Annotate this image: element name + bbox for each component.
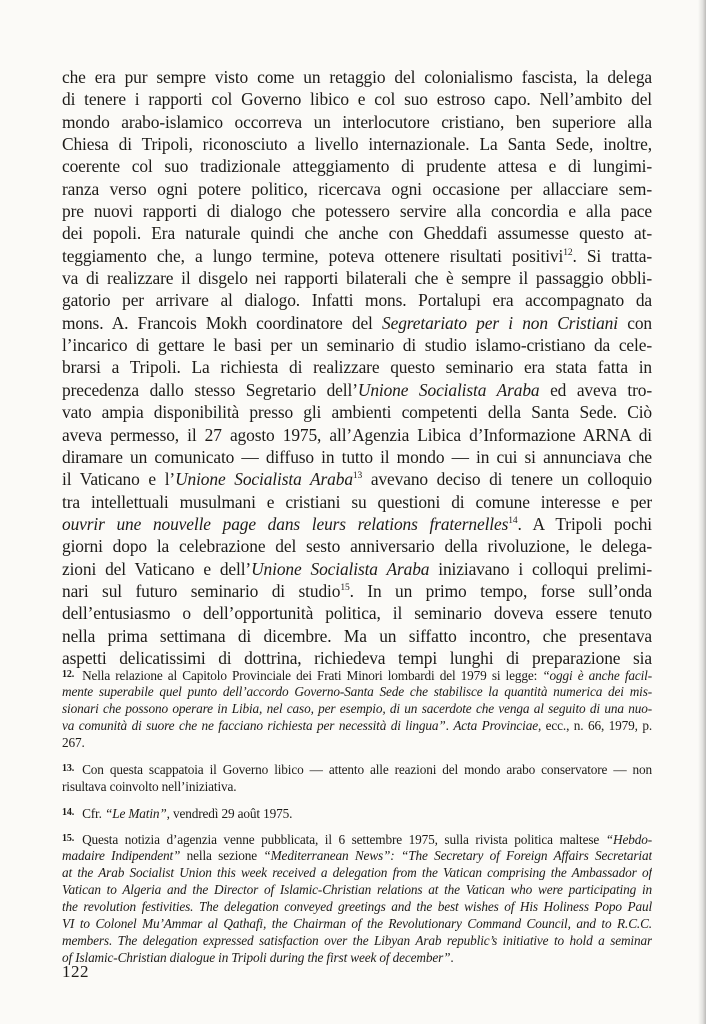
body-text-line (62, 513, 652, 535)
text-run: ed aveva tro- (539, 379, 652, 400)
page-number: 122 (62, 962, 89, 981)
text-run: coerente col suo tradizionale atteggiamento di prudente attesa e di lungimi- (62, 156, 652, 177)
text-run: Cfr. (82, 805, 105, 821)
italic-text-run: va comunità di suore che ne facciano richiesta per necessità di lingua” (62, 718, 446, 734)
footnote-line (62, 700, 652, 717)
footnote-line (62, 830, 652, 847)
footnote-line (62, 666, 652, 683)
text-run: , ecc., n. 66, 1979, p. (537, 718, 652, 734)
italic-text-run: Unione Socialista Araba (251, 558, 430, 579)
body-text-line (62, 133, 652, 155)
text-run: aspetti delicatissimi di dottrina, richiedeva tempi lunghi di preparazione sia (62, 647, 652, 668)
text-run: brarsi a Tripoli. La richiesta di realizzare questo seminario era stata fatta in (62, 357, 652, 378)
body-text-line (62, 356, 652, 378)
text-run: Chiesa di Tripoli, riconosciuto a livello internazionale. La Santa Sede, inoltre, (62, 134, 652, 155)
page-edge-shadow (698, 0, 706, 1024)
body-text-line (62, 111, 652, 133)
text-run: , vendredì 29 août 1975. (166, 805, 293, 821)
text-run: Nella relazione al Capitolo Provinciale dei Frati Minori lombardi del 1979 si legge: (82, 668, 543, 683)
italic-text-run: madaire Indipendent” (62, 847, 181, 863)
footnote-reference: 14 (508, 515, 518, 526)
text-run: dell’entusiasmo o dell’opportunità politica, il seminario doveva essere tenuto (62, 603, 652, 624)
italic-text-run: the revolution festivities. The delegation conveyed greetings and the best wishes of His Holiness Popo Paul (62, 899, 652, 915)
text-run: vato ampia disponibilità presso gli ambienti competenti della Santa Sede. Ciò (62, 402, 652, 423)
italic-text-run: members. The delegation expressed satisfaction over the Libyan Arab republic’s initiative to hold a seminar (62, 933, 652, 949)
body-text-line (62, 334, 652, 356)
italic-text-run: “Hebdo- (605, 831, 652, 847)
footnote-number: 12. (62, 669, 75, 680)
text-run: aveva permesso, il 27 agosto 1975, all’Agenzia Libica d’Informazione ARNA di (62, 424, 652, 445)
footnote-line (62, 760, 652, 777)
text-run: ranza verso ogni potere politico, ricercava ogni occasione per allacciare sem- (62, 178, 652, 199)
text-run: . A Tripoli pochi (517, 513, 652, 534)
text-run: Con questa scappatoia il Governo libico — attento alle reazioni del mondo arabo conservatore — non (82, 762, 652, 778)
body-text-line (62, 267, 652, 289)
body-text-line (62, 535, 652, 557)
text-run: pre nuovi rapporti di dialogo che potessero servire alla concordia e alla pace (62, 201, 652, 222)
footnote-number: 14. (62, 806, 75, 818)
footnote-line (62, 734, 652, 751)
text-run: l’incarico di gettare le basi per un seminario di studio islamo-cristiano da cele- (62, 335, 652, 356)
footnote-reference: 15 (340, 582, 350, 593)
body-text-line (62, 155, 652, 177)
italic-text-run: mente superabile quel punto dell’accordo Governo-Santa Sede che stabilisce la quantità numerica dei mis- (62, 684, 652, 700)
text-run: . In un primo tempo, forse sull’onda (349, 580, 652, 601)
footnote-reference: 13 (352, 471, 363, 482)
italic-text-run: Vatican to Algeria and the Director of Islamic-Christian relations at the Vatican who were participating in (62, 882, 652, 898)
footnote-number: 15. (62, 832, 75, 844)
text-run: tra intellettuali musulmani e cristiani su questioni di comune interesse e per (62, 491, 652, 512)
text-run: gatorio per arrivare al dialogo. Infatti mons. Portalupi era accompagnato da (62, 290, 652, 311)
italic-text-run: Unione Socialista Araba (357, 379, 540, 400)
italic-text-run: “oggi è anche facil- (542, 668, 652, 683)
text-run: nella sezione (180, 847, 264, 863)
footnote-line (62, 778, 652, 795)
footnote-line (62, 683, 652, 700)
text-run: dei popoli. Era naturale quindi che anche con Gheddafi assumesse questo at- (62, 223, 652, 244)
text-run: che era pur sempre visto come un retaggio del colonialismo fascista, la delega (62, 67, 652, 87)
body-text-line (62, 446, 652, 468)
text-run: . (445, 718, 454, 734)
text-run: iniziavano i colloqui prelimi- (429, 558, 652, 579)
text-run: teggiamento che, a lungo termine, poteva ottenere risultati positivi (62, 245, 564, 266)
body-text-line (62, 468, 652, 490)
footnote (62, 666, 652, 751)
footnote-line (62, 915, 652, 932)
body-text-line (62, 580, 652, 602)
footnote-line (62, 881, 652, 898)
body-text-line (62, 602, 652, 624)
text-run: con (617, 312, 652, 333)
body-text-line (62, 289, 652, 311)
body-text-line (62, 491, 652, 513)
text-run: risultava coinvolto nell’iniziativa. (62, 778, 237, 794)
italic-text-run: Acta Provinciae (453, 718, 538, 734)
text-run: . Si tratta- (572, 245, 652, 266)
text-run: giorni dopo la celebrazione del sesto anniversario della rivoluzione, le delega- (62, 536, 652, 557)
body-text-line (62, 558, 652, 580)
footnote-line (62, 932, 652, 949)
footnote (62, 830, 652, 967)
text-run: avevano deciso di tenere un colloquio (362, 469, 652, 490)
body-text-line (62, 312, 652, 334)
body-text-line (62, 178, 652, 200)
body-text-line (62, 245, 652, 267)
text-run: precedenza dallo stesso Segretario dell’ (62, 379, 358, 400)
footnote-line (62, 898, 652, 915)
text-run: nari sul futuro seminario di studio (62, 580, 341, 601)
italic-text-run: Segretariato per i non Cristiani (382, 312, 618, 333)
body-text-line (62, 379, 652, 401)
body-text-line (62, 88, 652, 110)
footnote-line (62, 864, 652, 881)
body-text-line (62, 401, 652, 423)
italic-text-run: Unione Socialista Araba (175, 469, 353, 490)
italic-text-run: sionari che possono operare in Libia, nel caso, per esempio, di un sacerdote che venga al seguito di una nuo- (62, 701, 652, 717)
italic-text-run: “Mediterranean News”: “The Secretary of Foreign Affairs Secretariat (263, 847, 652, 863)
footnote (62, 760, 652, 794)
footnote (62, 804, 652, 821)
text-run: nella prima settimana di dicembre. Ma un siffatto incontro, che presentava (62, 625, 652, 646)
footnote-line (62, 717, 652, 734)
italic-text-run: ouvrir une nouvelle page dans leurs relations fraternelles (62, 513, 509, 534)
footnote-number: 13. (62, 763, 75, 775)
text-run: 267. (62, 735, 85, 751)
text-run: Questa notizia d’agenzia venne pubblicata, il 6 settembre 1975, sulla rivista politica maltese (82, 831, 606, 847)
body-text-line (62, 625, 652, 647)
body-text-line (62, 66, 652, 88)
italic-text-run: “Le Matin” (104, 805, 167, 821)
italic-text-run: VI to Colonel Mu’Ammar al Qathafi, the Chairman of the Revolutionary Command Council, and to R.C.C. (62, 916, 652, 932)
body-text-line (62, 200, 652, 222)
body-text-line (62, 424, 652, 446)
footnote-reference: 12 (563, 247, 573, 258)
text-run: zioni del Vaticano e dell’ (62, 558, 252, 579)
text-run: il Vaticano e l’ (62, 469, 176, 490)
text-run: mons. A. Francois Mokh coordinatore del (62, 312, 383, 333)
text-run: di tenere i rapporti col Governo libico e col suo estroso capo. Nell’ambito del (62, 89, 652, 110)
footnote-line (62, 847, 652, 864)
footnote-line (62, 949, 652, 966)
text-run: diramare un comunicato — diffuso in tutto il mondo — in cui si annunciava che (62, 446, 652, 467)
text-run: va di realizzare il disgelo nei rapporti bilaterali che è sempre il passaggio obbli- (62, 268, 652, 289)
text-run: mondo arabo-islamico occorreva un interlocutore cristiano, ben superiore alla (62, 111, 652, 132)
text-run: . (450, 950, 454, 966)
footnotes (62, 666, 652, 976)
body-text (62, 66, 652, 669)
body-text-line (62, 222, 652, 244)
footnote-line (62, 804, 652, 821)
italic-text-run: of Islamic-Christian dialogue in Tripoli during the first week of december” (62, 950, 451, 966)
italic-text-run: at the Arab Socialist Union this week received a delegation from the Vatican comprising the Ambassador of (62, 864, 652, 880)
